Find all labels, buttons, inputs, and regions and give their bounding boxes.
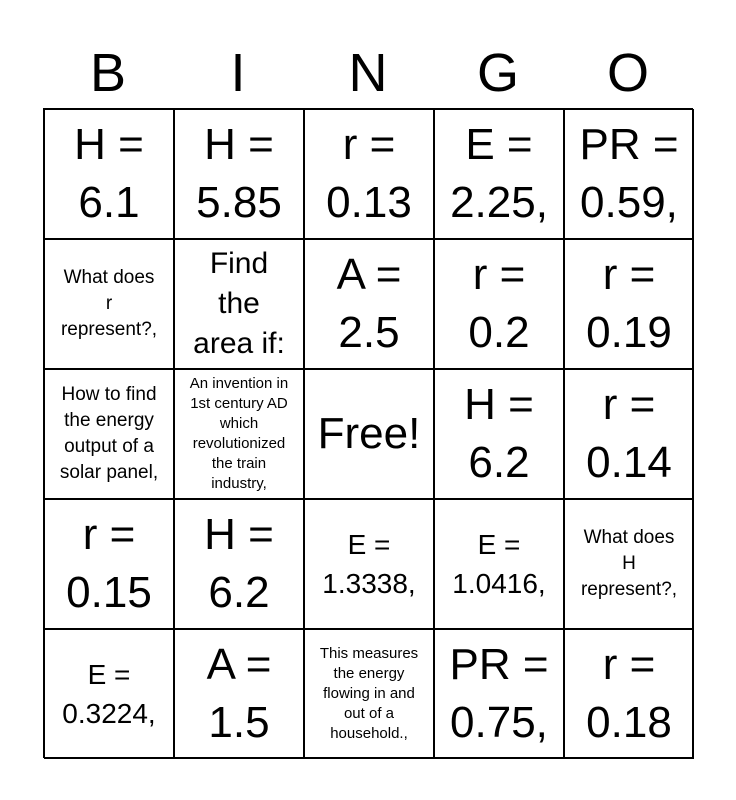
header-letter-o: O: [606, 43, 649, 103]
bingo-cell-text: A = 1.5: [206, 640, 272, 747]
bingo-cell-text: E = 1.0416,: [452, 529, 546, 599]
bingo-cell-text: PR = 0.75,: [449, 640, 549, 747]
bingo-cell[interactable]: [44, 369, 174, 499]
bingo-cell[interactable]: [434, 499, 564, 629]
bingo-cell-text: Find the area if:: [193, 247, 285, 360]
bingo-cell[interactable]: [174, 109, 304, 239]
bingo-cell[interactable]: [44, 109, 174, 239]
bingo-cell-text: r = 0.19: [586, 250, 672, 357]
bingo-cell[interactable]: [434, 239, 564, 369]
bingo-cell-text: PR = 0.59,: [579, 120, 679, 227]
bingo-cell-text: Free!: [317, 409, 421, 458]
bingo-cell-text: r = 0.13: [326, 120, 412, 227]
bingo-cell[interactable]: [304, 109, 434, 239]
bingo-cell-text: This measures the energy flowing in and out of a household.,: [319, 645, 419, 742]
bingo-cell[interactable]: [434, 629, 564, 759]
bingo-cell[interactable]: [434, 109, 564, 239]
bingo-cell[interactable]: [174, 629, 304, 759]
bingo-cell-text: r = 0.2: [468, 250, 530, 357]
bingo-cell[interactable]: [564, 109, 694, 239]
bingo-cell-text: A = 2.5: [336, 250, 402, 357]
bingo-cell[interactable]: [174, 499, 304, 629]
free-space-cell[interactable]: [304, 369, 434, 499]
bingo-cell-text: What does H represent?,: [580, 527, 678, 600]
bingo-cell-text: r = 0.18: [586, 640, 672, 747]
bingo-cell-text: r = 0.15: [66, 510, 152, 617]
bingo-cell[interactable]: [304, 629, 434, 759]
header-letter-i: I: [230, 43, 246, 103]
header-letter-b: B: [89, 43, 127, 103]
header-letter-g: G: [476, 43, 519, 103]
bingo-header: [43, 38, 693, 108]
bingo-cell[interactable]: [174, 239, 304, 369]
bingo-cell-text: H = 5.85: [196, 120, 282, 227]
bingo-cell[interactable]: [44, 499, 174, 629]
bingo-cell-text: r = 0.14: [586, 380, 672, 487]
bingo-cell-text: E = 1.3338,: [322, 529, 416, 599]
bingo-cell-text: H = 6.1: [74, 120, 144, 227]
bingo-cell-text: How to find the energy output of a solar panel,: [59, 384, 159, 483]
bingo-grid: [43, 108, 693, 758]
bingo-cell-text: An invention in 1st century AD which revolutionized the train industry,: [189, 375, 289, 492]
bingo-cell[interactable]: [44, 239, 174, 369]
bingo-cell-text: H = 6.2: [464, 380, 534, 487]
bingo-cell-text: E = 0.3224,: [62, 659, 156, 729]
bingo-cell[interactable]: [564, 239, 694, 369]
bingo-cell[interactable]: [564, 629, 694, 759]
bingo-cell[interactable]: [434, 369, 564, 499]
bingo-cell[interactable]: [174, 369, 304, 499]
bingo-cell-text: What does r represent?,: [60, 267, 158, 340]
bingo-cell[interactable]: [564, 369, 694, 499]
bingo-cell[interactable]: [564, 499, 694, 629]
bingo-cell-text: E = 2.25,: [450, 120, 548, 227]
header-letter-n: N: [348, 43, 388, 103]
bingo-cell[interactable]: [44, 629, 174, 759]
bingo-cell[interactable]: [304, 499, 434, 629]
bingo-cell-text: H = 6.2: [204, 510, 274, 617]
bingo-cell[interactable]: [304, 239, 434, 369]
